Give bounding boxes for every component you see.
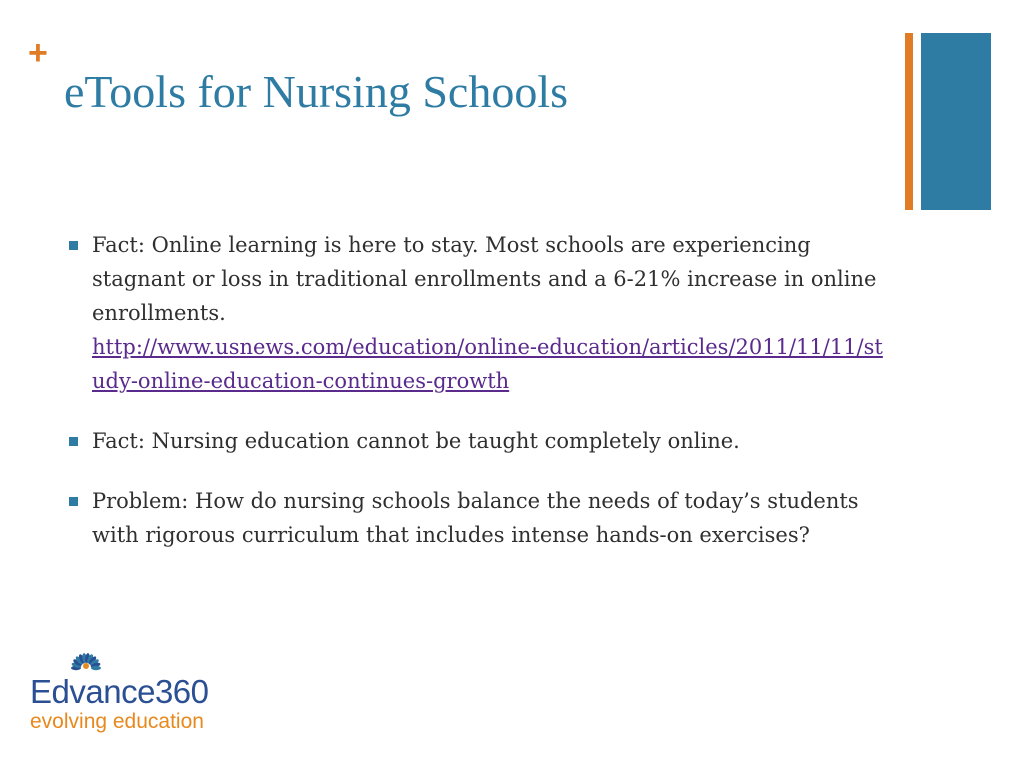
plus-icon: + <box>28 34 48 72</box>
accent-bar-orange <box>905 33 913 210</box>
logo-petal <box>91 666 101 670</box>
slide-title: eTools for Nursing Schools <box>64 66 569 117</box>
square-bullet-icon <box>69 437 78 446</box>
logo-wordmark-360: 360 <box>154 673 209 710</box>
bullet-text: Fact: Nursing education cannot be taught completely online. <box>92 429 740 453</box>
bullet-item <box>64 424 894 458</box>
logo-tagline: evolving education <box>30 710 204 733</box>
usnews-article-link[interactable]: http://www.usnews.com/education/online-education/articles/2011/11/11/study-online-education-continues-growth <box>92 335 883 393</box>
bullet-item <box>64 484 894 552</box>
edvance360-logo <box>28 640 238 735</box>
square-bullet-icon <box>69 241 78 250</box>
bullet-text: Fact: Online learning is here to stay. Most schools are experiencing stagnant or loss in traditional enrollments and a 6-21% increase in online enrollments. <box>92 233 877 325</box>
logo-wordmark <box>30 674 209 710</box>
bullet-text: Problem: How do nursing schools balance the needs of today’s students with rigorous curriculum that includes intense hands-on exercises? <box>92 489 859 547</box>
logo-wordmark-edvance: Edvance <box>30 673 155 710</box>
bullet-list <box>64 228 894 578</box>
square-bullet-icon <box>69 497 78 506</box>
logo-center-dot <box>83 663 89 669</box>
accent-bar-blue <box>921 33 991 210</box>
bullet-item <box>64 228 894 398</box>
